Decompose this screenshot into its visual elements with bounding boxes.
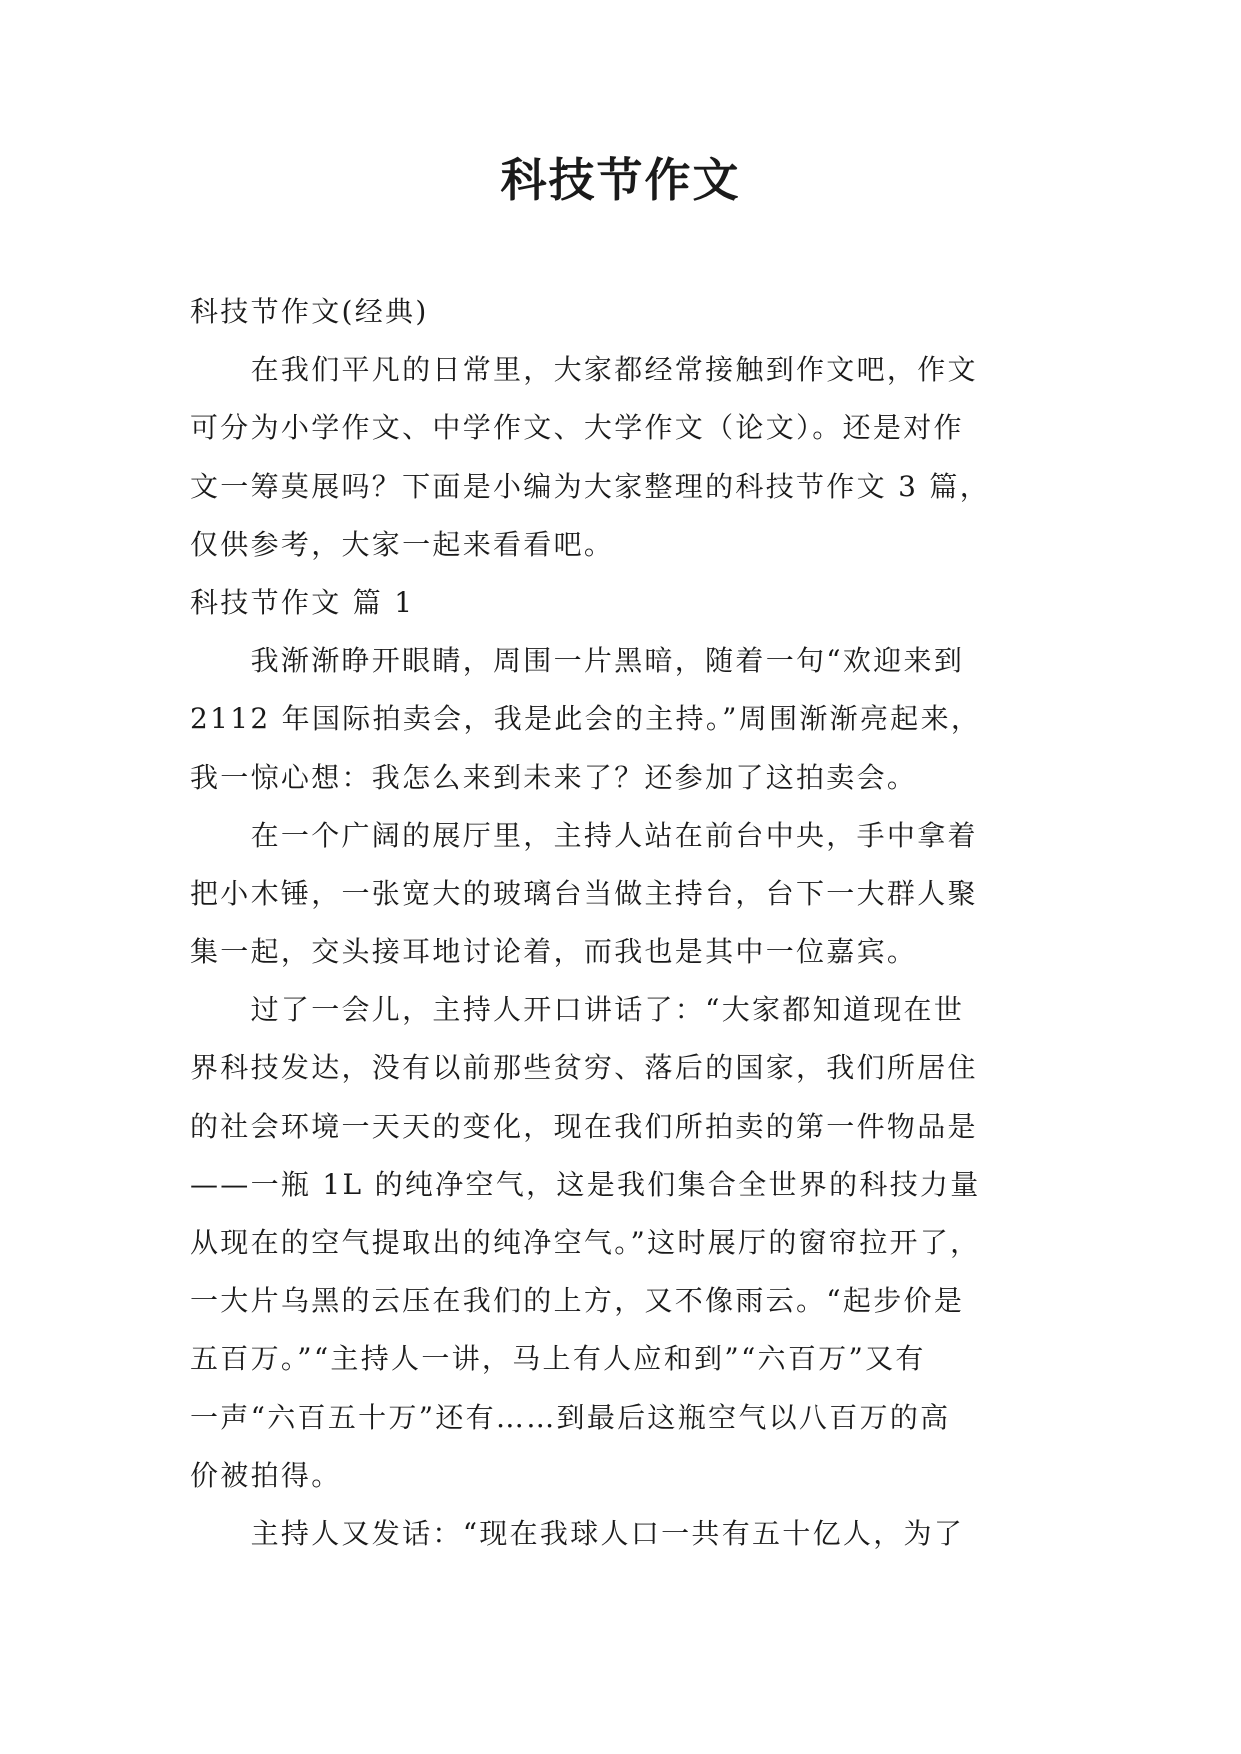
text-line: 在一个广阔的展厅里，主持人站在前台中央，手中拿着 — [190, 818, 978, 852]
text-line: ——一瓶 1L 的纯净空气，这是我们集合全世界的科技力量 — [190, 1167, 981, 1201]
document-body — [190, 283, 1060, 1563]
document-title: 科技节作文 — [500, 153, 741, 207]
text-line: 一大片乌黑的云压在我们的上方，又不像雨云。“起步价是 — [190, 1284, 965, 1318]
text-line: 过了一会儿，主持人开口讲话了：“大家都知道现在世 — [190, 993, 965, 1027]
text-line: 文一筹莫展吗？下面是小编为大家整理的科技节作文 3 篇， — [190, 469, 991, 503]
text-line: 把小木锤，一张宽大的玻璃台当做主持台，台下一大群人聚 — [190, 876, 978, 910]
text-line: 一声“六百五十万”还有……到最后这瓶空气以八百万的高 — [190, 1400, 951, 1434]
text-line: 价被拍得。 — [190, 1458, 342, 1492]
text-line: 在我们平凡的日常里，大家都经常接触到作文吧，作文 — [190, 353, 978, 387]
intro-paragraph — [190, 341, 1060, 574]
document-subtitle: 科技节作文(经典) — [190, 295, 429, 328]
text-line: 可分为小学作文、中学作文、大学作文（论文）。还是对作 — [190, 411, 964, 445]
paragraph — [190, 1505, 1060, 1563]
section-heading: 科技节作文 篇 1 — [190, 585, 415, 619]
text-line: 2112 年国际拍卖会，我是此会的主持。”周围渐渐亮起来， — [190, 702, 982, 736]
paragraph — [190, 981, 1060, 1505]
text-line: 界科技发达，没有以前那些贫穷、落后的国家，我们所居住 — [190, 1051, 978, 1085]
text-line: 集一起，交头接耳地讨论着，而我也是其中一位嘉宾。 — [190, 935, 918, 969]
text-line: 仅供参考，大家一起来看看吧。 — [190, 527, 615, 561]
paragraph — [190, 807, 1060, 982]
text-line: 从现在的空气提取出的纯净空气。”这时展厅的窗帘拉开了， — [190, 1226, 981, 1259]
paragraph — [190, 632, 1060, 807]
text-line: 我渐渐睁开眼睛，周围一片黑暗，随着一句“欢迎来到 — [190, 644, 965, 678]
text-line: 我一惊心想：我怎么来到未来了？还参加了这拍卖会。 — [190, 760, 918, 794]
text-line: 主持人又发话：“现在我球人口一共有五十亿人，为了 — [190, 1516, 965, 1550]
text-line: 的社会环境一天天的变化，现在我们所拍卖的第一件物品是 — [190, 1109, 978, 1143]
text-line: 五百万。”“主持人一讲，马上有人应和到”“六百万”又有 — [190, 1342, 926, 1376]
